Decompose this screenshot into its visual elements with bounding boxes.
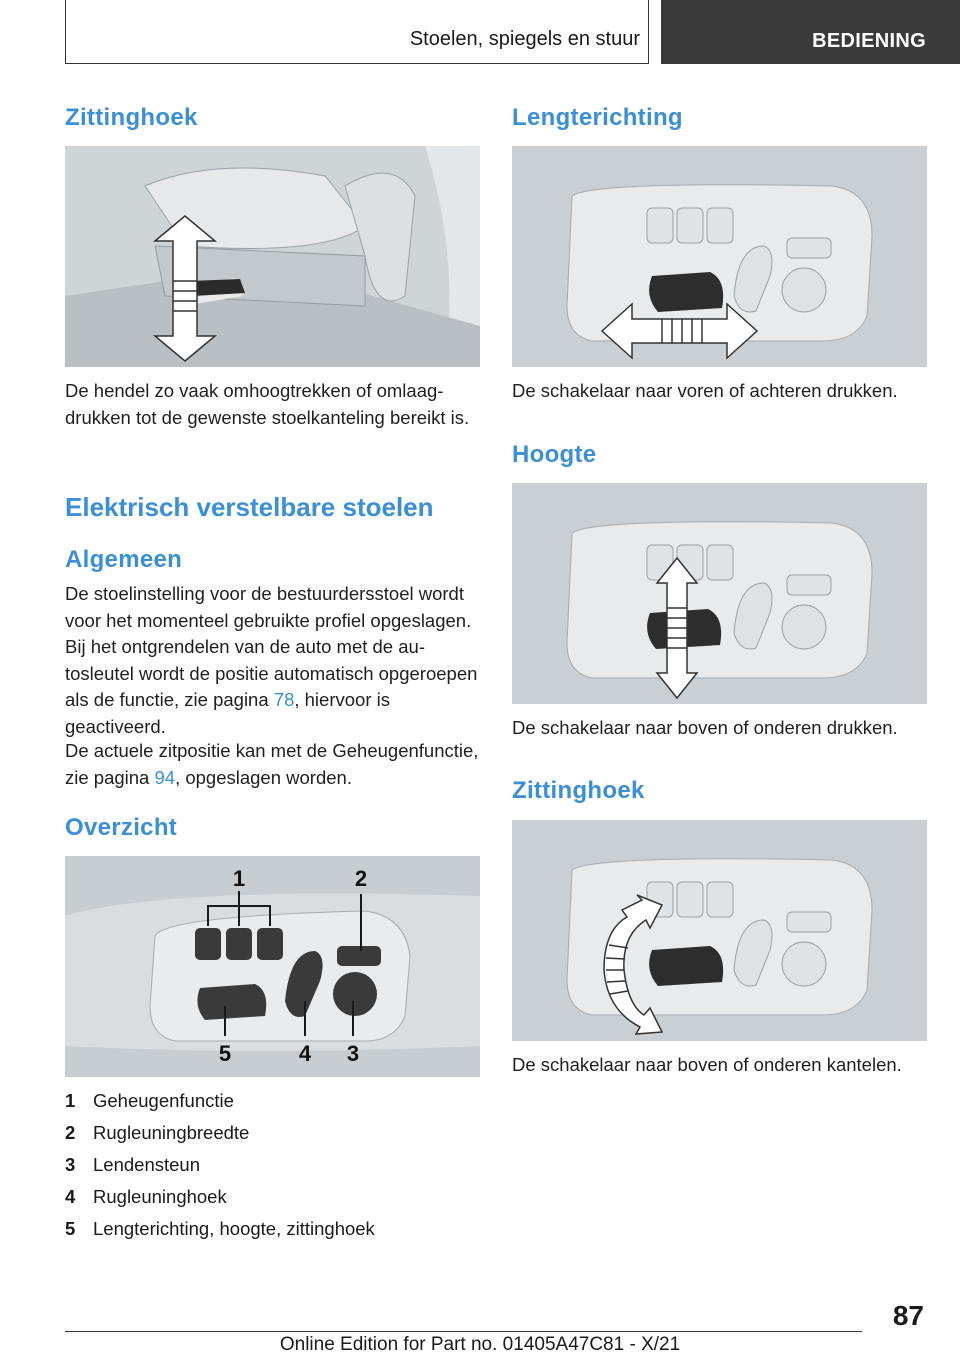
list-item	[65, 1216, 375, 1248]
list-item	[65, 1120, 375, 1152]
link-page-78[interactable]: 78	[273, 689, 295, 710]
heading-elektrisch-verstelbare-stoelen: Elektrisch verstelbare stoelen	[65, 492, 434, 522]
text-hoogte-instruction: De schakelaar naar boven of onderen drukken.	[512, 717, 898, 738]
footer-edition: Online Edition for Part no. 01405A47C81 - X/21	[279, 1334, 681, 1355]
text-lengterichting-instruction: De schakelaar naar voren of achteren drukken.	[512, 380, 898, 401]
list-item-number: 4	[65, 1186, 76, 1207]
legend-list	[65, 1088, 375, 1248]
text-algemeen-p1-end: , hiervoor is geactiveerd.	[65, 689, 390, 737]
list-item-label: Lendensteun	[93, 1154, 200, 1175]
callout-2: 2	[354, 866, 368, 891]
list-item-label: Rugleuninghoek	[93, 1186, 227, 1207]
list-item	[65, 1088, 375, 1120]
list-item	[65, 1184, 375, 1216]
figure-switch-fore-aft	[512, 146, 927, 367]
figure-seat-lever	[65, 146, 480, 367]
callout-4: 4	[298, 1041, 312, 1066]
list-item	[65, 1152, 375, 1184]
callout-5: 5	[218, 1041, 232, 1066]
text-zittinghoek-instruction: De hendel zo vaak omhoogtrekken of omlaagdrukken tot de gewenste stoelkanteling bereikt is.	[65, 380, 470, 428]
heading-overzicht: Overzicht	[65, 814, 178, 841]
figure-switch-height	[512, 483, 927, 704]
list-item-label: Lengterichting, hoogte, zittinghoek	[93, 1218, 375, 1239]
callout-1: 1	[232, 866, 246, 891]
list-item-label: Geheugenfunctie	[93, 1090, 234, 1111]
text-algemeen-p2-end: , opgeslagen worden.	[175, 766, 352, 788]
list-item-label: Rugleuningbreedte	[93, 1122, 250, 1143]
figure-seat-controls-overview	[65, 856, 480, 1077]
text-algemeen-p2	[65, 738, 480, 791]
heading-hoogte: Hoogte	[512, 441, 597, 468]
text-algemeen-p2-start: De actuele zitpositie kan met de Geheugenfunctie, zie pagina	[65, 740, 479, 788]
list-item-number: 1	[65, 1090, 76, 1111]
heading-algemeen: Algemeen	[65, 546, 183, 573]
header-chapter-tab	[661, 0, 960, 64]
heading-lengterichting: Lengterichting	[512, 104, 683, 131]
heading-zittinghoek-switch: Zittinghoek	[512, 777, 645, 804]
chapter-tab-label: BEDIENING	[812, 30, 926, 52]
list-item-number: 3	[65, 1154, 76, 1175]
text-algemeen-p1-start: De stoelinstelling voor de bestuurdersstoel wordt voor het momenteel gebruikte profiel opgeslagen. Bij het ontgrendelen van de auto met de autosleutel wordt de positie automatisch opgeroepen als de functie, zie pagina	[65, 583, 478, 710]
text-zittinghoek-switch-instruction: De schakelaar naar boven of onderen kantelen.	[512, 1054, 902, 1075]
footer-rule	[65, 1331, 862, 1332]
list-item-number: 5	[65, 1218, 76, 1239]
callout-3: 3	[346, 1041, 360, 1066]
figure-switch-tilt	[512, 820, 927, 1041]
heading-zittinghoek: Zittinghoek	[65, 104, 198, 131]
text-algemeen-p1	[65, 581, 480, 740]
link-page-94[interactable]: 94	[154, 766, 176, 788]
header-section-title: Stoelen, spiegels en stuur	[409, 28, 640, 50]
list-item-number: 2	[65, 1122, 76, 1143]
page-number: 87	[892, 1300, 924, 1331]
